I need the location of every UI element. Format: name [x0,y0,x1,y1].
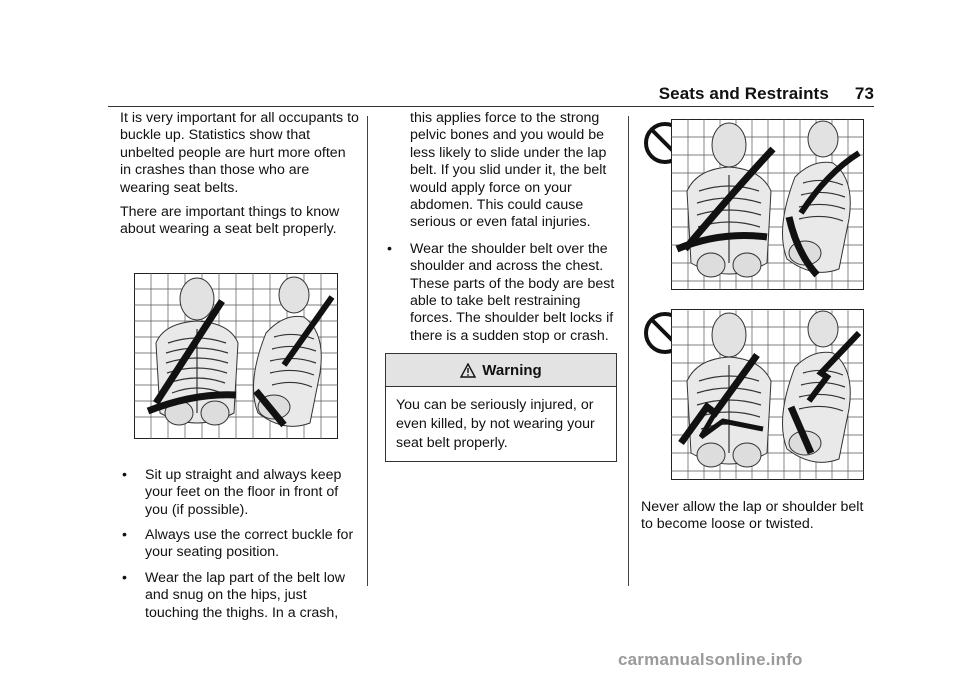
column-2 [385,110,617,462]
column-1 [120,110,360,630]
column-3 [641,113,879,534]
twisted-belt-illustration [641,303,865,481]
warning-header [386,354,616,387]
column-divider-1 [367,116,368,586]
list-item: • Wear the lap part of the belt low and snug on the hips, just touching the thighs. In a crash, [122,569,346,621]
important-things-paragraph: There are important things to know about wearing a seat belt properly. [120,204,340,238]
correct-belt-illustration [134,273,338,439]
warning-body: You can be seriously injured, or even killed, by not wearing your seat belt properly. [396,397,595,452]
figure-caption: Never allow the lap or shoulder belt to become loose or twisted. [641,499,864,533]
page-header [659,84,874,104]
bullet-icon: • [122,569,127,586]
list-item: • Wear the shoulder belt over the shoulder and across the chest. These parts of the body are best able to take belt restraining forces. The shoulder belt locks if there is a sudden stop or crash. [387,240,615,344]
watermark: carmanualsonline.info [618,650,803,669]
list-item: • Sit up straight and always keep your feet on the floor in front of you (if possible). [122,466,342,518]
column-divider-2 [628,116,629,586]
section-title: Seats and Restraints [658,84,829,103]
bullet-icon: • [387,240,392,257]
bullet-icon: • [122,466,127,483]
header-rule [108,106,874,107]
warning-title: Warning [482,361,542,379]
continuation-paragraph: this applies force to the strong pelvic bones and you would be less likely to slide under the lap belt. If you slid under it, the belt would apply force on your abdomen. This could cause serious or even fatal injuries. [410,110,607,231]
list-item: • Always use the correct buckle for your seating position. [122,527,354,561]
warning-box [385,353,617,462]
warning-triangle-icon [460,363,476,378]
intro-paragraph: It is very important for all occupants to buckle up. Statistics show that unbelted people are hurt more often in crashes than those who are wearing seat belts. [120,110,359,196]
page-number: 73 [854,84,874,103]
bullet-icon: • [122,527,127,544]
loose-belt-illustration [641,113,865,291]
